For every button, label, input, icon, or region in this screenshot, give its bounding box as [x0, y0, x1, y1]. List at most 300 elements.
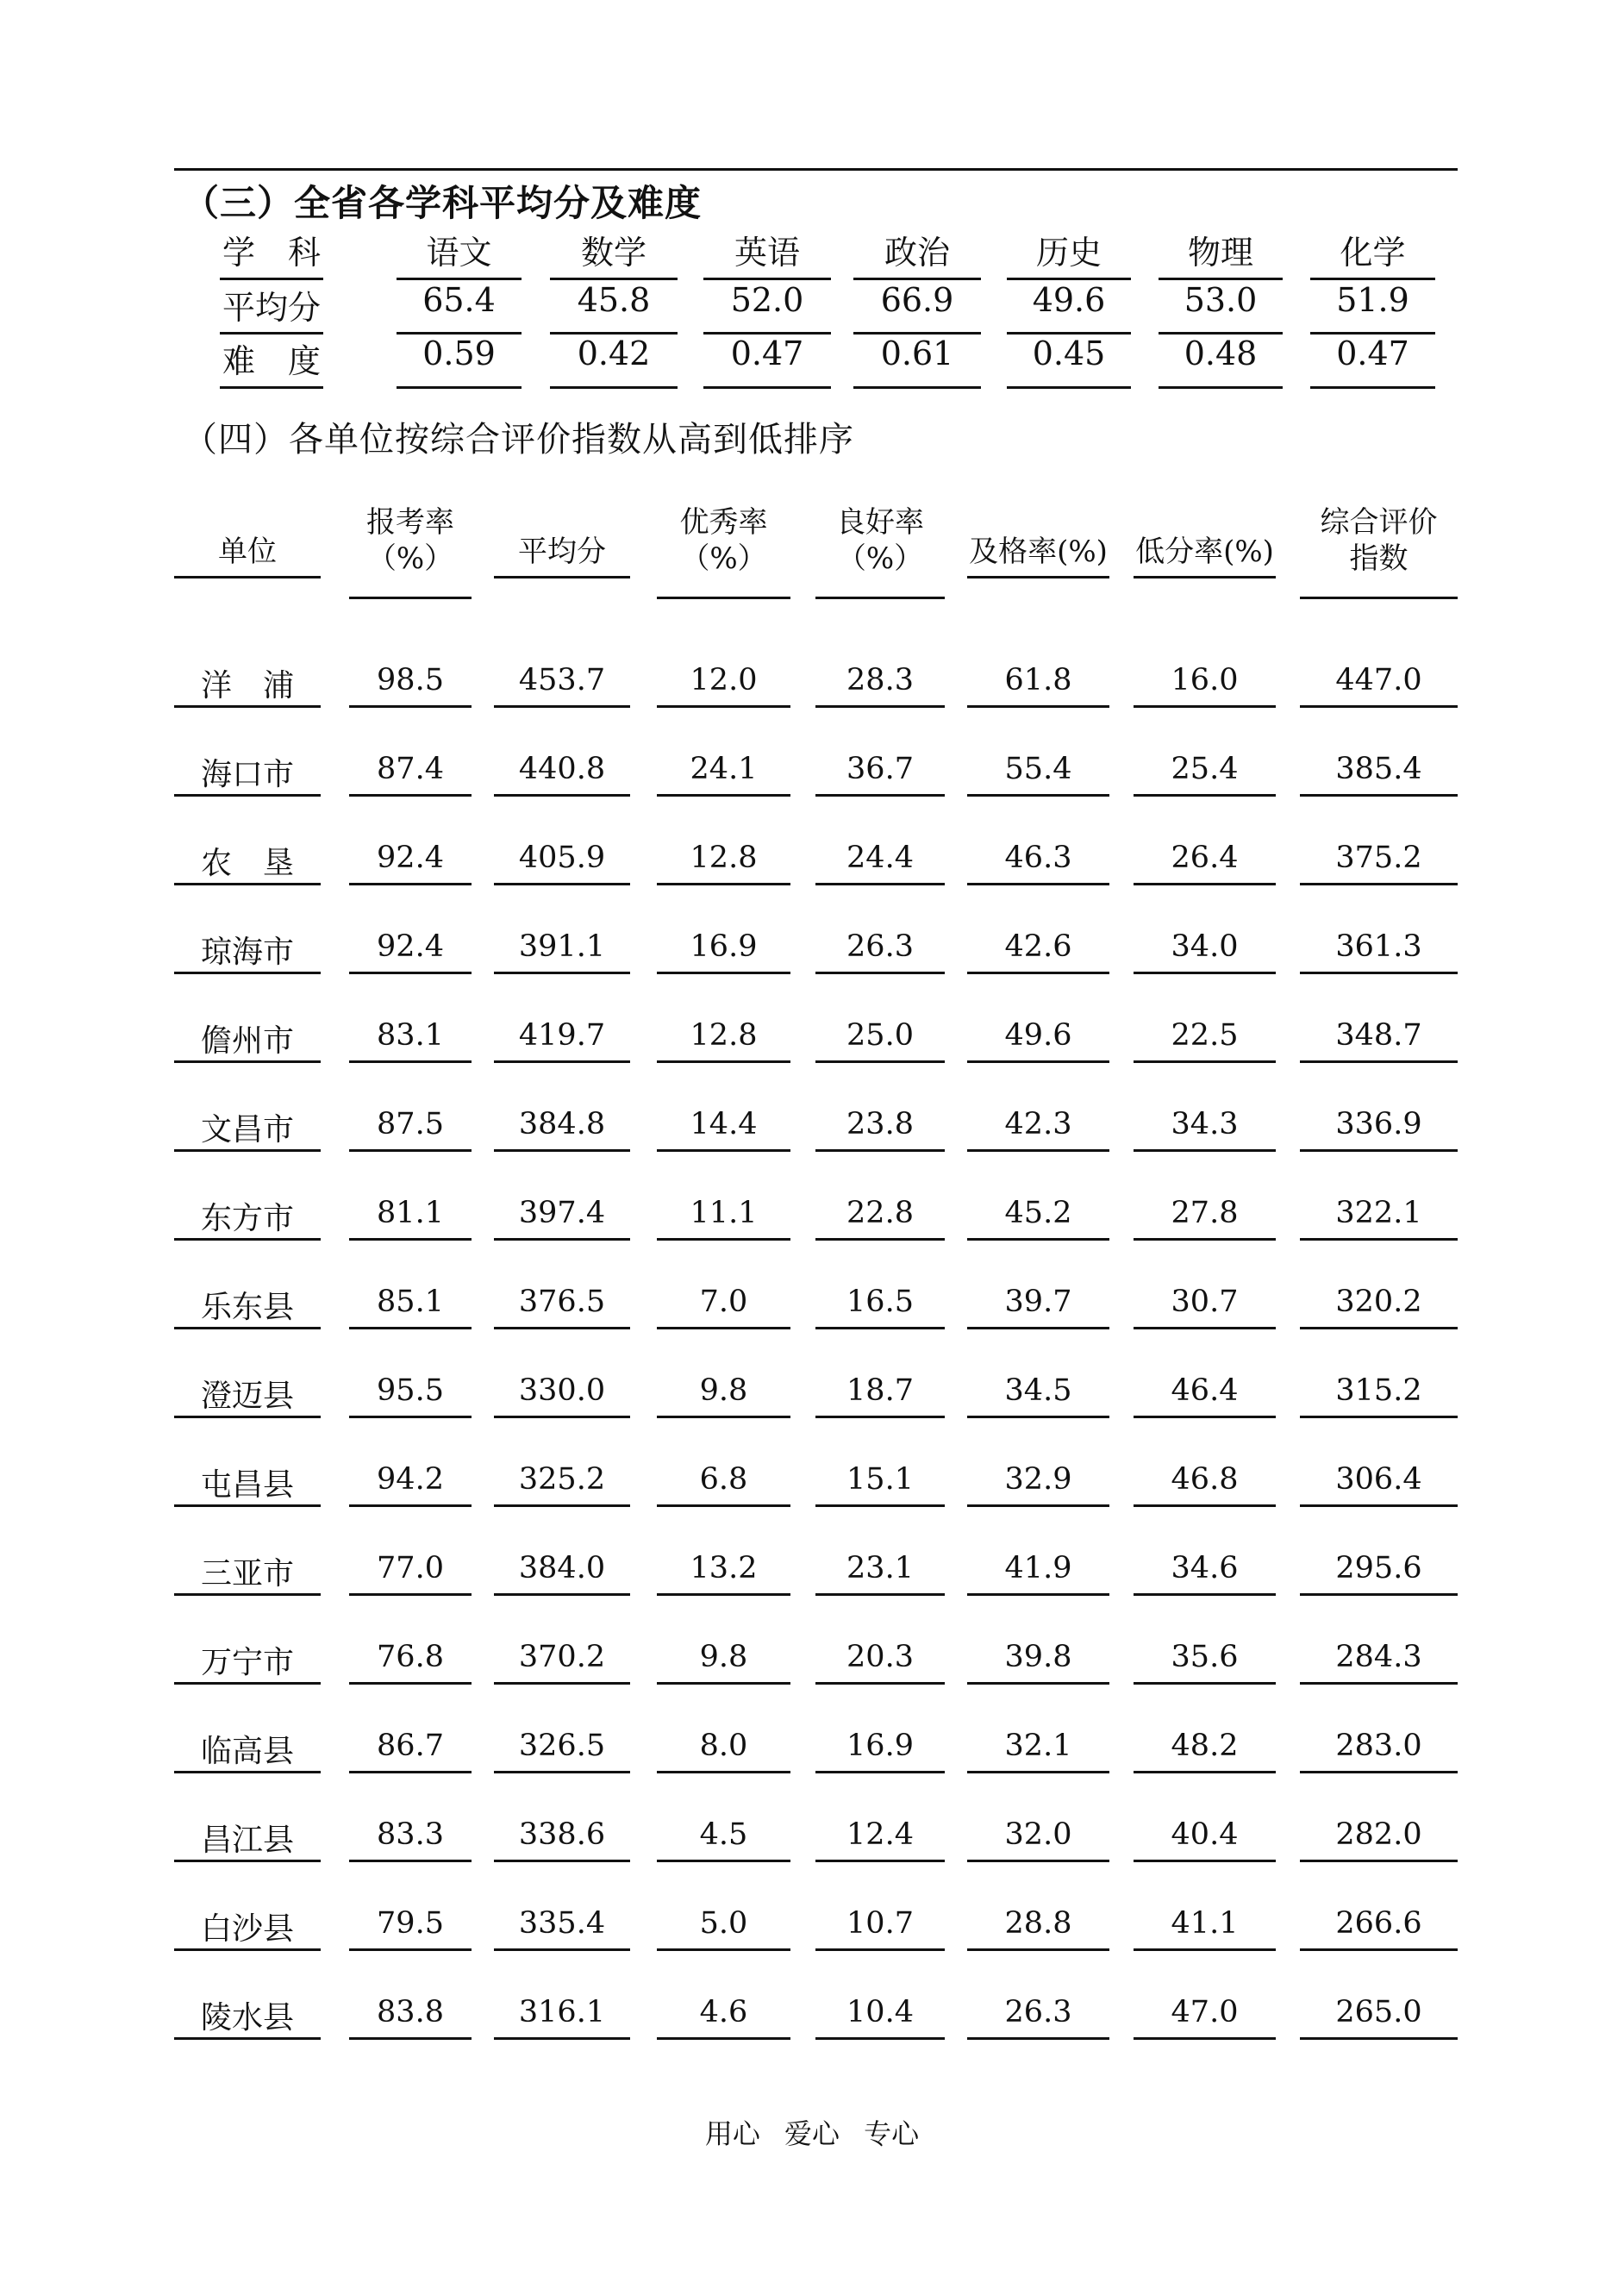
table-cell-underline [815, 1948, 945, 1951]
unit-underline [174, 1327, 321, 1329]
table-cell-underline [967, 1860, 1109, 1862]
section3-title: （三）全省各学科平均分及难度 [183, 182, 703, 224]
table-cell-underline [1300, 794, 1458, 797]
table-cell: 322.1 [1335, 1196, 1422, 1230]
table-cell-underline [1300, 1416, 1458, 1418]
table-cell: 95.5 [377, 1373, 444, 1408]
column-header: 及格率(%) [969, 535, 1108, 569]
table-cell: 12.8 [690, 841, 758, 875]
table-cell: 22.8 [846, 1196, 914, 1230]
table-cell: 27.8 [1171, 1196, 1239, 1230]
subject-difficulty-underline [1007, 386, 1131, 389]
table-cell-underline [1134, 1238, 1276, 1241]
table-cell-underline [657, 1416, 790, 1418]
unit-underline [174, 1860, 321, 1862]
table-cell-underline [967, 972, 1109, 974]
unit-underline [174, 1771, 321, 1773]
table-cell: 48.2 [1171, 1729, 1239, 1763]
table-cell-underline [349, 1682, 472, 1685]
table-cell-underline [1300, 1149, 1458, 1152]
table-cell-underline [815, 1149, 945, 1152]
subject-difficulty: 0.59 [422, 335, 496, 372]
table-cell: 39.7 [1004, 1285, 1072, 1319]
subject-difficulty: 0.47 [1336, 335, 1409, 372]
unit-name: 临高县 [200, 1734, 294, 1769]
subject-average: 51.9 [1336, 281, 1409, 319]
table-cell: 4.5 [699, 1817, 748, 1852]
table-cell-underline [1300, 2037, 1458, 2040]
table-cell: 10.7 [846, 1906, 914, 1941]
unit-underline [174, 794, 321, 797]
table-cell-underline [657, 1238, 790, 1241]
unit-name: 儋州市 [200, 1023, 294, 1059]
subject-name: 政治 [884, 234, 950, 272]
table-cell: 6.8 [699, 1462, 748, 1497]
unit-name: 农 垦 [200, 846, 294, 881]
subject-difficulty-underline [397, 386, 522, 389]
unit-underline [174, 1060, 321, 1063]
subject-average: 53.0 [1184, 281, 1258, 319]
unit-name: 琼海市 [200, 935, 294, 970]
table-cell: 375.2 [1335, 841, 1422, 875]
column-header-underline [967, 576, 1109, 578]
table-cell: 336.9 [1335, 1107, 1422, 1141]
table-cell: 92.4 [377, 841, 444, 875]
table-cell: 32.0 [1004, 1817, 1072, 1852]
subject-name-underline [1310, 278, 1435, 280]
table-cell-underline [494, 705, 630, 708]
column-header-underline [1134, 576, 1276, 578]
table-cell-underline [1300, 705, 1458, 708]
table-cell-underline [815, 1593, 945, 1596]
table-cell: 266.6 [1335, 1906, 1422, 1941]
table-cell-underline [494, 1416, 630, 1418]
table-cell: 284.3 [1335, 1640, 1422, 1674]
table-cell: 376.5 [518, 1285, 606, 1319]
table-cell: 348.7 [1335, 1018, 1422, 1053]
table-cell: 34.5 [1004, 1373, 1072, 1408]
table-cell: 36.7 [846, 752, 914, 786]
subject-name-underline [397, 278, 522, 280]
subject-average: 52.0 [730, 281, 804, 319]
table-cell-underline [1300, 1860, 1458, 1862]
table-cell: 32.1 [1004, 1729, 1072, 1763]
unit-underline [174, 1948, 321, 1951]
table-cell-underline [815, 1860, 945, 1862]
table-cell: 83.8 [377, 1995, 444, 2029]
table-cell-underline [657, 794, 790, 797]
table-cell: 87.5 [377, 1107, 444, 1141]
table-cell: 26.4 [1171, 841, 1239, 875]
unit-underline [174, 705, 321, 708]
subject-difficulty-underline [1159, 386, 1283, 389]
table-cell-underline [657, 1327, 790, 1329]
table-cell: 385.4 [1335, 752, 1422, 786]
unit-name: 白沙县 [200, 1911, 294, 1947]
table-cell-underline [494, 1771, 630, 1773]
table-cell-underline [349, 1327, 472, 1329]
row-label: 平均分 [222, 289, 321, 327]
table-cell: 25.4 [1171, 752, 1239, 786]
subject-name-underline [1007, 278, 1131, 280]
table-cell: 326.5 [518, 1729, 606, 1763]
table-cell-underline [349, 794, 472, 797]
table-cell-underline [815, 1327, 945, 1329]
subject-name-underline [853, 278, 981, 280]
table-cell-underline [494, 1238, 630, 1241]
unit-name: 文昌市 [200, 1112, 294, 1148]
table-cell: 85.1 [377, 1285, 444, 1319]
table-cell-underline [349, 883, 472, 885]
table-cell-underline [1134, 1327, 1276, 1329]
column-header: 平均分 [518, 535, 606, 569]
table-cell: 18.7 [846, 1373, 914, 1408]
table-cell: 295.6 [1335, 1551, 1422, 1585]
table-cell-underline [657, 1504, 790, 1507]
table-cell: 11.1 [690, 1196, 758, 1230]
subject-difficulty: 0.47 [730, 335, 804, 372]
table-cell-underline [967, 1682, 1109, 1685]
column-header-underline [349, 597, 472, 599]
subject-name: 物理 [1187, 234, 1253, 272]
table-cell: 61.8 [1004, 663, 1072, 697]
table-cell-underline [349, 705, 472, 708]
table-cell: 22.5 [1171, 1018, 1239, 1053]
table-cell: 83.3 [377, 1817, 444, 1852]
table-cell: 94.2 [377, 1462, 444, 1497]
subject-average: 45.8 [577, 281, 651, 319]
table-cell: 25.0 [846, 1018, 914, 1053]
table-cell-underline [349, 1060, 472, 1063]
unit-name: 昌江县 [200, 1823, 294, 1858]
subject-name: 数学 [580, 234, 646, 272]
table-cell: 76.8 [377, 1640, 444, 1674]
table-cell-underline [494, 1860, 630, 1862]
unit-name: 东方市 [200, 1201, 294, 1236]
table-cell: 282.0 [1335, 1817, 1422, 1852]
table-cell-underline [815, 1416, 945, 1418]
table-cell-underline [349, 1504, 472, 1507]
table-cell: 28.3 [846, 663, 914, 697]
subject-name: 英语 [734, 234, 800, 272]
table-cell-underline [1300, 1060, 1458, 1063]
table-cell: 15.1 [846, 1462, 914, 1497]
subject-name-underline [1159, 278, 1283, 280]
subject-difficulty-underline [1310, 386, 1435, 389]
subject-difficulty: 0.45 [1032, 335, 1106, 372]
table-cell: 361.3 [1335, 929, 1422, 964]
table-cell: 13.2 [690, 1551, 758, 1585]
subject-name: 语文 [426, 234, 492, 272]
table-cell-underline [349, 1149, 472, 1152]
table-cell: 9.8 [699, 1373, 748, 1408]
table-cell: 26.3 [1004, 1995, 1072, 2029]
column-header: 单位 [218, 535, 277, 569]
table-cell: 49.6 [1004, 1018, 1072, 1053]
table-cell-underline [1134, 794, 1276, 797]
table-cell: 453.7 [518, 663, 606, 697]
table-cell: 12.4 [846, 1817, 914, 1852]
table-cell-underline [967, 1504, 1109, 1507]
table-cell-underline [815, 1060, 945, 1063]
table-cell-underline [349, 2037, 472, 2040]
table-cell-underline [657, 883, 790, 885]
table-cell: 14.4 [690, 1107, 758, 1141]
table-cell-underline [967, 2037, 1109, 2040]
table-cell: 9.8 [699, 1640, 748, 1674]
table-cell: 4.6 [699, 1995, 748, 2029]
table-cell-underline [1134, 1149, 1276, 1152]
table-cell: 42.6 [1004, 929, 1072, 964]
table-cell: 12.0 [690, 663, 758, 697]
row-label-underline [220, 278, 323, 280]
table-cell: 26.3 [846, 929, 914, 964]
table-cell-underline [657, 1948, 790, 1951]
table-cell-underline [1300, 1948, 1458, 1951]
table-cell-underline [1134, 1060, 1276, 1063]
table-cell: 45.2 [1004, 1196, 1072, 1230]
column-header-underline [815, 597, 945, 599]
table-cell-underline [1300, 1504, 1458, 1507]
unit-underline [174, 1149, 321, 1152]
table-cell-underline [494, 972, 630, 974]
subject-average: 49.6 [1032, 281, 1106, 319]
unit-underline [174, 1593, 321, 1596]
table-cell: 41.9 [1004, 1551, 1072, 1585]
table-cell-underline [1300, 1238, 1458, 1241]
table-cell: 46.8 [1171, 1462, 1239, 1497]
table-cell: 39.8 [1004, 1640, 1072, 1674]
table-cell: 12.8 [690, 1018, 758, 1053]
table-cell: 320.2 [1335, 1285, 1422, 1319]
unit-name: 洋 浦 [200, 668, 294, 704]
column-header: 良好率 （%） [836, 505, 924, 576]
column-header-underline [174, 576, 321, 578]
table-cell-underline [494, 2037, 630, 2040]
table-cell: 23.8 [846, 1107, 914, 1141]
table-cell: 7.0 [699, 1285, 748, 1319]
table-cell-underline [815, 1238, 945, 1241]
table-cell-underline [494, 1948, 630, 1951]
table-cell-underline [349, 972, 472, 974]
table-cell: 265.0 [1335, 1995, 1422, 2029]
subject-average: 66.9 [880, 281, 954, 319]
table-cell-underline [1134, 1593, 1276, 1596]
unit-name: 海口市 [200, 757, 294, 792]
table-cell-underline [657, 1149, 790, 1152]
table-cell-underline [494, 883, 630, 885]
table-cell-underline [349, 1948, 472, 1951]
table-cell-underline [657, 972, 790, 974]
table-cell: 55.4 [1004, 752, 1072, 786]
table-cell-underline [1134, 1948, 1276, 1951]
table-cell: 42.3 [1004, 1107, 1072, 1141]
table-cell-underline [657, 2037, 790, 2040]
table-cell-underline [1134, 1504, 1276, 1507]
table-cell-underline [815, 883, 945, 885]
column-header-underline [657, 597, 790, 599]
table-cell: 32.9 [1004, 1462, 1072, 1497]
unit-name: 三亚市 [200, 1556, 294, 1591]
table-cell: 384.0 [518, 1551, 606, 1585]
subject-difficulty-underline [550, 386, 678, 389]
table-cell-underline [967, 1593, 1109, 1596]
table-cell-underline [1134, 972, 1276, 974]
table-cell: 79.5 [377, 1906, 444, 1941]
column-header-underline [494, 576, 630, 578]
table-cell: 325.2 [518, 1462, 606, 1497]
subject-difficulty: 0.48 [1184, 335, 1258, 372]
table-cell-underline [967, 1948, 1109, 1951]
table-cell-underline [967, 1771, 1109, 1773]
table-cell-underline [494, 794, 630, 797]
subject-name: 历史 [1035, 234, 1102, 272]
table-cell-underline [1300, 1593, 1458, 1596]
table-cell: 405.9 [518, 841, 606, 875]
table-cell: 41.1 [1171, 1906, 1239, 1941]
unit-underline [174, 1682, 321, 1685]
table-cell: 23.1 [846, 1551, 914, 1585]
table-cell-underline [967, 794, 1109, 797]
table-cell: 46.4 [1171, 1373, 1239, 1408]
table-cell-underline [657, 1682, 790, 1685]
column-header: 综合评价 指数 [1320, 505, 1438, 576]
unit-name: 乐东县 [200, 1290, 294, 1325]
table-cell: 83.1 [377, 1018, 444, 1053]
table-cell-underline [1134, 2037, 1276, 2040]
table-cell: 16.0 [1171, 663, 1239, 697]
unit-underline [174, 1238, 321, 1241]
table-cell: 447.0 [1335, 663, 1422, 697]
table-cell: 338.6 [518, 1817, 606, 1852]
section4-title: （四）各单位按综合评价指数从高到低排序 [183, 420, 854, 460]
table-cell-underline [1300, 1771, 1458, 1773]
table-cell: 98.5 [377, 663, 444, 697]
table-cell: 16.9 [690, 929, 758, 964]
table-cell-underline [349, 1593, 472, 1596]
unit-name: 澄迈县 [200, 1379, 294, 1414]
table-cell: 35.6 [1171, 1640, 1239, 1674]
column-header: 优秀率 （%） [679, 505, 768, 576]
table-cell-underline [349, 1771, 472, 1773]
table-cell-underline [1134, 705, 1276, 708]
table-cell-underline [494, 1149, 630, 1152]
table-cell-underline [1134, 1860, 1276, 1862]
table-cell: 28.8 [1004, 1906, 1072, 1941]
subject-name: 化学 [1340, 234, 1406, 272]
table-cell-underline [349, 1416, 472, 1418]
table-cell: 283.0 [1335, 1729, 1422, 1763]
unit-underline [174, 883, 321, 885]
table-cell-underline [967, 1416, 1109, 1418]
table-cell: 34.0 [1171, 929, 1239, 964]
row-label: 学 科 [222, 234, 321, 272]
table-cell-underline [1300, 883, 1458, 885]
table-cell: 384.8 [518, 1107, 606, 1141]
top-rule [174, 168, 1458, 171]
table-cell-underline [657, 1593, 790, 1596]
table-cell-underline [1134, 1771, 1276, 1773]
table-cell: 34.6 [1171, 1551, 1239, 1585]
table-cell: 81.1 [377, 1196, 444, 1230]
table-cell: 77.0 [377, 1551, 444, 1585]
table-cell: 397.4 [518, 1196, 606, 1230]
table-cell: 316.1 [518, 1995, 606, 2029]
table-cell: 40.4 [1171, 1817, 1239, 1852]
page-footer: 用心 爱心 专心 [704, 2117, 920, 2150]
table-cell-underline [494, 1504, 630, 1507]
unit-name: 陵水县 [200, 2000, 294, 2035]
table-cell-underline [967, 1238, 1109, 1241]
table-cell: 391.1 [518, 929, 606, 964]
table-cell-underline [815, 1682, 945, 1685]
table-cell-underline [967, 1149, 1109, 1152]
table-cell-underline [1300, 972, 1458, 974]
table-cell-underline [815, 2037, 945, 2040]
table-cell: 24.1 [690, 752, 758, 786]
table-cell-underline [494, 1060, 630, 1063]
table-cell: 92.4 [377, 929, 444, 964]
unit-underline [174, 1416, 321, 1418]
table-cell: 34.3 [1171, 1107, 1239, 1141]
table-cell: 46.3 [1004, 841, 1072, 875]
table-cell-underline [967, 883, 1109, 885]
table-cell-underline [657, 705, 790, 708]
table-cell-underline [815, 972, 945, 974]
table-cell-underline [815, 794, 945, 797]
subject-difficulty-underline [703, 386, 831, 389]
table-cell: 16.5 [846, 1285, 914, 1319]
row-label-underline [220, 386, 323, 389]
subject-name-underline [703, 278, 831, 280]
column-header: 报考率 （%） [366, 505, 454, 576]
unit-name: 万宁市 [200, 1645, 294, 1680]
unit-name: 屯昌县 [200, 1467, 294, 1503]
table-cell-underline [815, 1504, 945, 1507]
unit-underline [174, 1504, 321, 1507]
table-cell-underline [349, 1860, 472, 1862]
table-cell-underline [494, 1682, 630, 1685]
table-cell-underline [657, 1060, 790, 1063]
table-cell: 30.7 [1171, 1285, 1239, 1319]
table-cell-underline [967, 705, 1109, 708]
table-cell: 335.4 [518, 1906, 606, 1941]
unit-underline [174, 972, 321, 974]
table-cell: 5.0 [699, 1906, 748, 1941]
subject-average: 65.4 [422, 281, 496, 319]
table-cell-underline [967, 1327, 1109, 1329]
row-label: 难 度 [222, 342, 321, 380]
table-cell: 419.7 [518, 1018, 606, 1053]
table-cell: 330.0 [518, 1373, 606, 1408]
table-cell: 20.3 [846, 1640, 914, 1674]
table-cell: 16.9 [846, 1729, 914, 1763]
table-cell: 306.4 [1335, 1462, 1422, 1497]
table-cell-underline [815, 705, 945, 708]
table-cell: 8.0 [699, 1729, 748, 1763]
table-cell-underline [657, 1860, 790, 1862]
table-cell-underline [1134, 1416, 1276, 1418]
subject-difficulty: 0.61 [880, 335, 954, 372]
column-header: 低分率(%) [1135, 535, 1274, 569]
table-cell: 315.2 [1335, 1373, 1422, 1408]
table-cell-underline [1134, 1682, 1276, 1685]
subject-difficulty: 0.42 [577, 335, 651, 372]
table-cell: 86.7 [377, 1729, 444, 1763]
table-cell: 440.8 [518, 752, 606, 786]
subject-difficulty-underline [853, 386, 981, 389]
table-cell-underline [815, 1771, 945, 1773]
